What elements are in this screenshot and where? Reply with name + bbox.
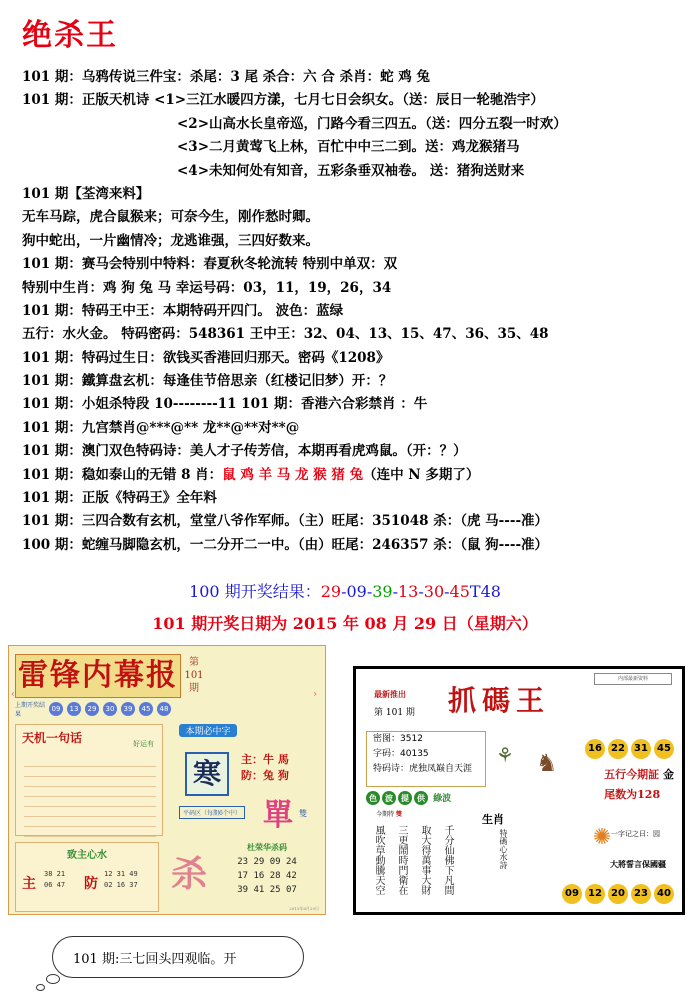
zhu-fang: 主：牛 馬 防：兔 狗: [241, 753, 289, 782]
prediction-line: 100 期：蛇缠马脚隐玄机，一二分开二一中。（由）旺尾：246357 杀：（鼠 狗----准）: [22, 536, 549, 553]
result-ball: 39: [121, 702, 135, 716]
prediction-lines: [22, 66, 682, 557]
result-ball: 13: [67, 702, 81, 716]
result-ball: 48: [157, 702, 171, 716]
prediction-line: 101 期：乌鸦传说三件宝：杀尾：3 尾 杀合：六 合 杀肖：蛇 鸡 兔: [22, 69, 430, 85]
result-number: 30: [423, 582, 445, 601]
verse-column: 千分仙佛下凡間: [442, 825, 453, 895]
left-chevron-icon: ‹: [11, 689, 15, 700]
du-ronghua-box: 杜荣华杀码 23 29 09 24 17 16 28 42 39 41 25 07: [237, 842, 297, 895]
page-title: 绝杀王: [22, 18, 118, 53]
dan-char: 單: [263, 798, 293, 833]
bottom-balls: [562, 884, 674, 904]
prediction-line: <2>山高水长皇帝巡，门路今看三四五。（送：四分五裂一时欢）: [177, 115, 567, 132]
cold-char: 寒: [185, 752, 229, 796]
result-number: 09: [346, 582, 367, 601]
results-label: 100 期开奖结果：: [189, 582, 321, 601]
number-ball: 45: [654, 739, 674, 759]
color-strip: 色 波 提 供 綠波: [366, 791, 566, 805]
prediction-line: 101 期：九宫禁肖@***@** 龙**@**对**@: [22, 419, 300, 436]
prediction-line: 101 期：鐵算盘玄机：每逢佳节倍思亲（红楼记旧梦）开：？: [22, 373, 393, 390]
prediction-line: 101 期：赛马会特别中特料：春夏秋冬轮流转 特别中单双：双: [22, 256, 398, 273]
previous-results: [0, 579, 690, 602]
result-ball: 29: [85, 702, 99, 716]
zhixin-box: 致主心水 主 38 21 06 47 防 12 31 49 02 16 37: [15, 842, 159, 912]
tianji-box: 天机一句话 好运有: [15, 724, 163, 836]
prediction-line: 101 期【荃湾来料】: [22, 185, 150, 202]
prediction-line: 101 期：澳门双色特码诗：美人才子传芳信，本期再看虎鸡鼠。（开：？）: [22, 443, 467, 460]
result-number: 39: [372, 582, 393, 601]
result-number: 45: [449, 582, 470, 601]
result-ball: 09: [49, 702, 63, 716]
leifeng-issue: 第 101 期: [184, 657, 204, 694]
results-special: T48: [469, 582, 501, 601]
leifeng-balls: 上期开奖结果 09 13 29 30 39 45 48: [15, 700, 171, 718]
figure-icon: ⚘: [496, 743, 514, 767]
character-icon: ♞: [536, 749, 558, 777]
prediction-line: 狗中蛇出，一片幽情冷；龙逃谁强，三四好数来。: [22, 232, 319, 249]
verse-column: 取大得萬事大財: [419, 825, 430, 895]
prediction-line: <3>二月黄莺飞上林，百忙中中三二到。送：鸡龙猴猪马: [177, 139, 520, 156]
results-numbers: 29-09-39-13-30-45: [320, 582, 470, 601]
cloud-bubble: [52, 936, 304, 978]
prediction-line: 无车马踪，虎合鼠猴来；可奈今生，刚作愁时卿。: [22, 209, 319, 226]
top-balls: [585, 739, 674, 759]
prediction-line: 101 期：特码王中王：本期特码开四门。 波色：蓝绿: [22, 302, 344, 319]
cloud-text: 101 期:三七回头四观临。开: [73, 952, 237, 967]
result-ball: 30: [103, 702, 117, 716]
prediction-line: 101 期：正版天机诗 <1>三江水暖四方漾，七月七日会织女。（送：辰日一轮驰浩宇）: [22, 92, 544, 109]
must-hit-box: 本期必中字 寒 主：牛 馬 防：兔 狗 平码区（每期6个中） 單 雙: [171, 724, 321, 834]
number-ball: 20: [608, 884, 628, 904]
verse-column: 風吹草動騰天空: [373, 825, 384, 895]
result-number: 13: [398, 582, 419, 601]
prediction-line: 五行：水火金。 特码密码：548361 王中王：32、04、13、15、47、36、35、48: [22, 326, 549, 343]
number-ball: 09: [562, 884, 582, 904]
leifeng-header: 雷锋内幕报: [15, 654, 181, 698]
number-ball: 12: [585, 884, 605, 904]
result-ball: 45: [139, 702, 153, 716]
draw-date: 101 期开奖日期为 2015 年 08 月 29 日（星期六）: [152, 614, 538, 633]
right-chevron-icon: ›: [313, 689, 317, 700]
cloud-tail: [46, 974, 60, 984]
verse-columns: [372, 825, 454, 895]
leifeng-insider-image: ‹ › 雷锋内幕报 第 101 期 上期开奖结果 09 13 29 30 39 45 48 天机一句话 好运有 本期必中字 寒 主：牛 馬 防：兔 狗 平码区（每期6个中） 單 雙 致主心水 主 38 21 06 47 防 12 31 49 02 16 37 杀 杜荣华杀码 23 29 09 24 17 16 28 42 39 41 25 07 2015年8月29日: [8, 645, 326, 915]
tiger-icon: ✺: [592, 825, 612, 850]
number-ball: 16: [585, 739, 605, 759]
code-box: 密图：3512 字码：40135 特码诗：虎独凤巅自天涯: [366, 731, 486, 787]
prediction-line: 101 期：正版《特码王》全年料: [22, 490, 217, 507]
zhuama-title: 抓碼王: [448, 684, 551, 717]
result-number: 29: [320, 582, 342, 601]
prediction-line: 特别中生肖：鸡 狗 兔 马 幸运号码：03，11，19，26，34: [22, 279, 392, 296]
number-ball: 40: [654, 884, 674, 904]
number-ball: 31: [631, 739, 651, 759]
sha-char: 杀: [170, 853, 207, 895]
prediction-line: <4>未知何处有知音，五彩条垂双袖卷。 送：猪狗送财来: [177, 162, 525, 179]
number-ball: 22: [608, 739, 628, 759]
prediction-line: 101 期：三四合数有玄机，堂堂八爷作军师。（主）旺尾：351048 杀：（虎 马----准）: [22, 513, 549, 530]
prediction-line: 101 期：特码过生日：欲钱买香港回归那天。密码《1208》: [22, 349, 390, 366]
prediction-line: 101 期：小姐杀特段 10--------11 101 期：香港六合彩禁肖 ：牛: [22, 396, 428, 413]
verse-column: 三更鬧時門衛在: [396, 825, 407, 895]
zhuama-wang-image: 最新推出 第 101 期 抓碼王 内部最新资料 密图：3512 字码：40135 特码诗：虎独凤巅自天涯 ⚘ ♞ 16 22 31 45 五行今期証 金 尾数为128 色 波 提 供 綠波 今期特 雙 風吹草動騰天空 三更鬧時門衛在 取大得萬事大財 千分仙佛下凡間 生肖 特碼心水詩 ✺ 一字记之曰：园 大將誓言保國疆 09 12 20 23 40: [353, 666, 685, 915]
wuxing-box: 五行今期証 金 尾数为128: [604, 768, 674, 801]
cloud-tail-small: [36, 984, 45, 991]
number-ball: 23: [631, 884, 651, 904]
prediction-line: 101 期：稳如泰山的无错 8 肖：鼠 鸡 羊 马 龙 猴 猪 兔（连中 N 多期了）: [22, 466, 480, 483]
